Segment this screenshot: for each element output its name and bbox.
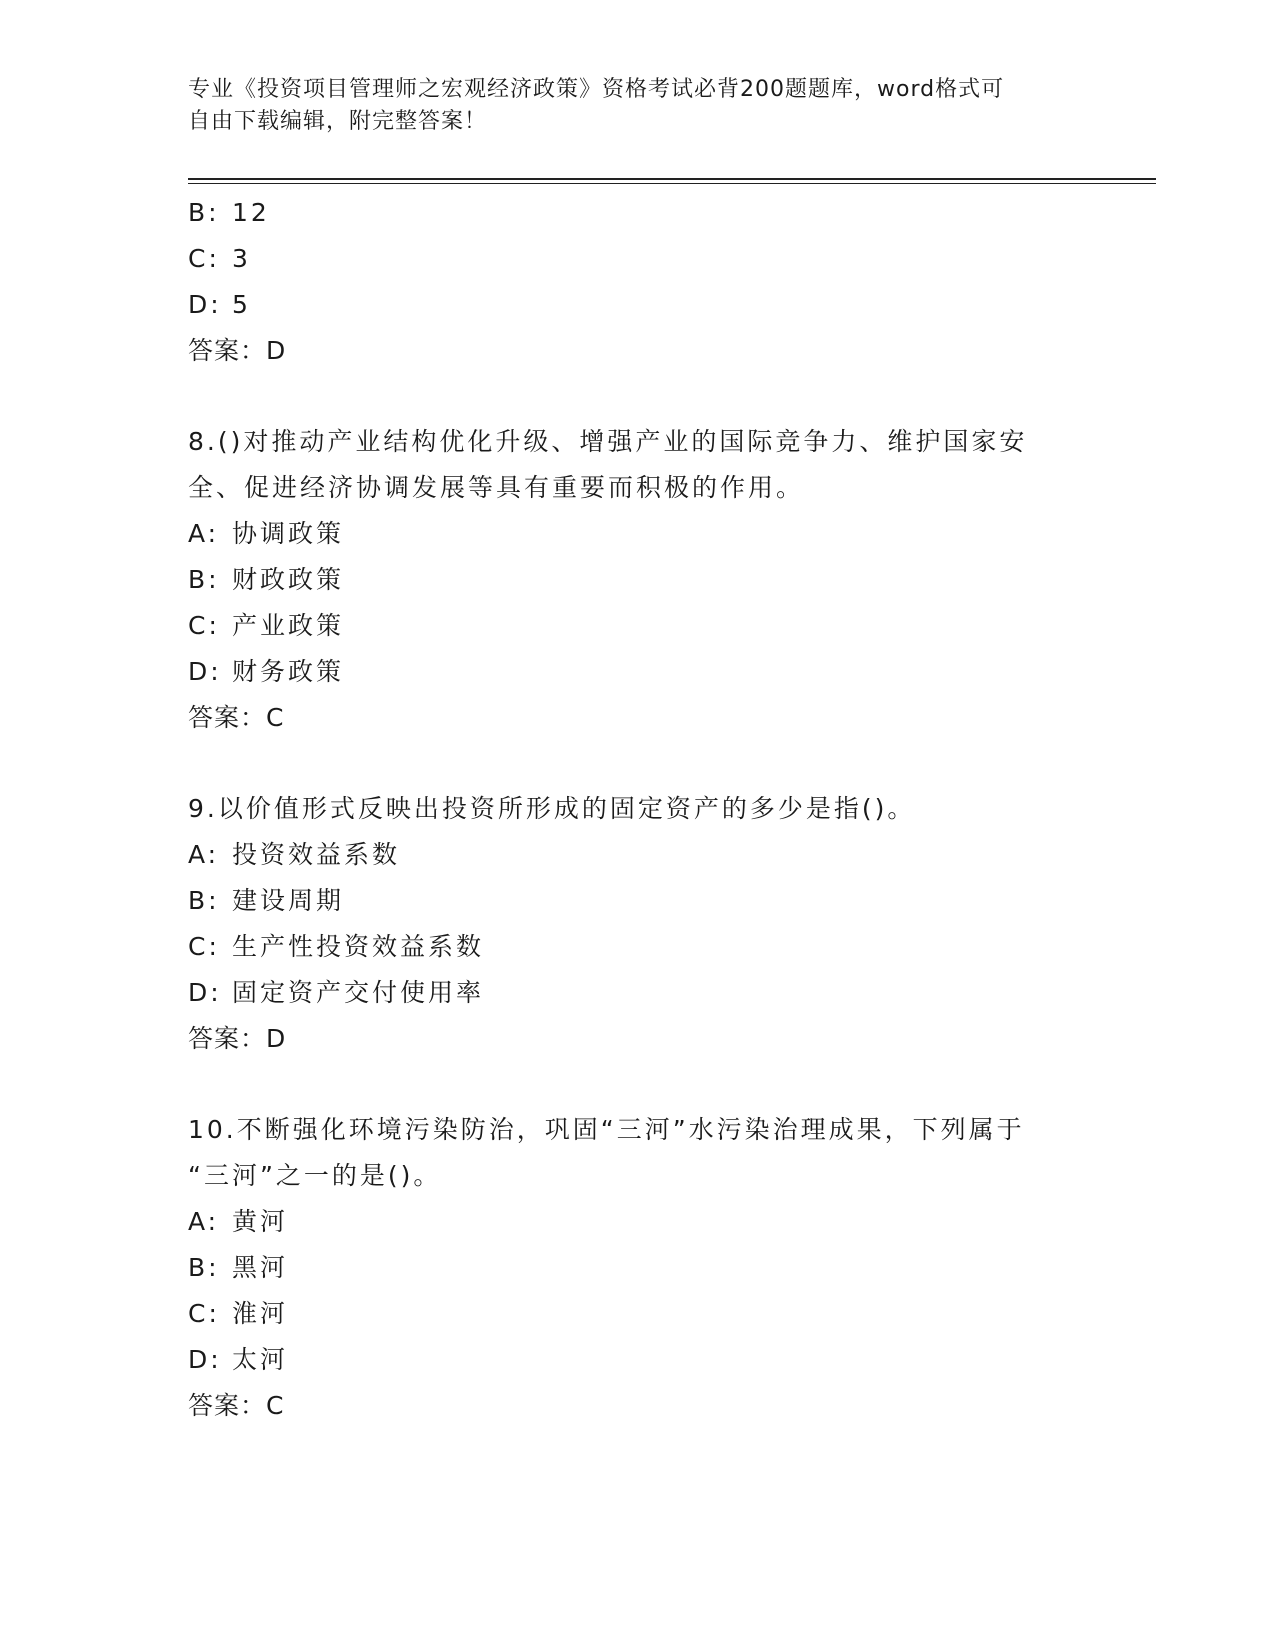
- spacer: [188, 741, 1088, 786]
- option-key: D:: [188, 978, 222, 1007]
- option-text: 财务政策: [232, 657, 345, 686]
- option-c: [188, 1291, 1088, 1337]
- option-text: 协调政策: [232, 519, 345, 548]
- option-text: 产业政策: [232, 611, 345, 640]
- question-text-line-2: “三河”之一的是()。: [188, 1161, 442, 1190]
- option-key: A:: [188, 519, 220, 548]
- option-text: 3: [232, 244, 251, 273]
- header-line-1: 专业《投资项目管理师之宏观经济政策》资格考试必背200题题库，word格式可: [188, 77, 1005, 102]
- header-divider-thick: [188, 178, 1156, 180]
- option-key: C:: [188, 932, 220, 961]
- option-b: [188, 878, 1088, 924]
- question-text-line-1: 10.不断强化环境污染防治，巩固“三河”水污染治理成果，下列属于: [188, 1115, 1025, 1144]
- header-line-2: 自由下载编辑，附完整答案！: [188, 109, 488, 134]
- option-key: A:: [188, 1207, 220, 1236]
- option-d: [188, 970, 1088, 1016]
- option-key: A:: [188, 840, 220, 869]
- option-c: [188, 924, 1088, 970]
- option-b: [188, 557, 1088, 603]
- question-text-line-1: 8.()对推动产业结构优化升级、增强产业的国际竞争力、维护国家安: [188, 427, 1028, 456]
- option-d: [188, 1337, 1088, 1383]
- answer-line: 答案：D: [188, 336, 287, 365]
- option-text: 建设周期: [232, 886, 345, 915]
- option-text: 固定资产交付使用率: [232, 978, 485, 1007]
- option-a: [188, 511, 1088, 557]
- answer-line: 答案：C: [188, 703, 285, 732]
- answer-line: 答案：C: [188, 1391, 285, 1420]
- option-d: [188, 282, 1088, 328]
- question-list: [188, 190, 1088, 1429]
- spacer: [188, 374, 1088, 419]
- option-text: 5: [232, 290, 251, 319]
- option-key: B:: [188, 886, 220, 915]
- question-10: [188, 1107, 1088, 1429]
- option-key: C:: [188, 244, 220, 273]
- question-9: [188, 786, 1088, 1062]
- option-text: 黄河: [232, 1207, 289, 1236]
- question-text-line-2: 全、促进经济协调发展等具有重要而积极的作用。: [188, 473, 805, 502]
- answer-line: 答案：D: [188, 1024, 287, 1053]
- option-a: [188, 832, 1088, 878]
- option-text: 投资效益系数: [232, 840, 401, 869]
- option-key: B:: [188, 565, 220, 594]
- header-divider-thin: [188, 183, 1156, 184]
- option-b: [188, 190, 1088, 236]
- option-c: [188, 603, 1088, 649]
- option-key: B:: [188, 1253, 220, 1282]
- question-8: [188, 419, 1088, 741]
- question-text-line-1: 9.以价值形式反映出投资所形成的固定资产的多少是指()。: [188, 794, 916, 823]
- option-text: 财政政策: [232, 565, 345, 594]
- question-7-continued: [188, 190, 1088, 374]
- option-key: B:: [188, 198, 220, 227]
- option-key: C:: [188, 611, 220, 640]
- option-b: [188, 1245, 1088, 1291]
- option-d: [188, 649, 1088, 695]
- spacer: [188, 1062, 1088, 1107]
- option-text: 太河: [232, 1345, 289, 1374]
- option-text: 12: [232, 198, 270, 227]
- option-c: [188, 236, 1088, 282]
- document-header: [188, 74, 1088, 138]
- option-key: D:: [188, 1345, 222, 1374]
- option-text: 生产性投资效益系数: [232, 932, 485, 961]
- option-key: C:: [188, 1299, 220, 1328]
- option-text: 黑河: [232, 1253, 289, 1282]
- option-key: D:: [188, 290, 222, 319]
- option-a: [188, 1199, 1088, 1245]
- option-key: D:: [188, 657, 222, 686]
- option-text: 淮河: [232, 1299, 289, 1328]
